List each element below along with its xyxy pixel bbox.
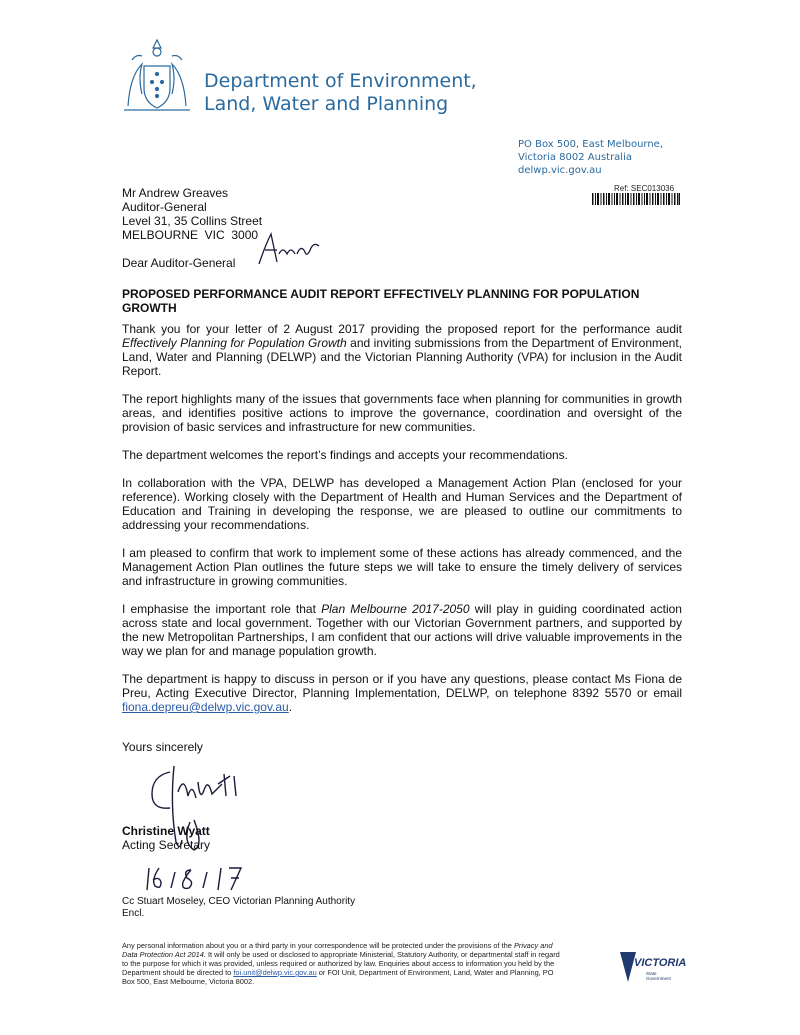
salutation: Dear Auditor-General [122,256,236,270]
address-line-2: Victoria 8002 Australia [518,152,632,163]
handwritten-initial [255,228,325,268]
department-address [518,138,663,177]
cc-block [122,896,355,920]
department-line-2: Land, Water and Planning [204,93,449,115]
subject-line: PROPOSED PERFORMANCE AUDIT REPORT EFFECTIVELY PLANNING FOR POPULATION GROWTH [122,287,640,315]
letter-body [122,322,682,728]
address-line-1: PO Box 500, East Melbourne, [518,139,664,150]
recipient-block [122,186,262,242]
paragraph-1: Thank you for your letter of 2 August 2017 providing the proposed report for the performance audit Effectively Planning for Population Growth and inviting submissions from the Department of Environment, Land, Water and Planning (DELWP) and the Victorian Planning Authority (VPA) for inclusion in the Audit Report. [122,322,683,378]
paragraph-2: The report highlights many of the issues that governments face when planning for communities in growth areas, and identifies positive actions to improve the governance, coordination and oversight of the provision of basic services and infrastructure for new communities. [122,392,682,434]
recipient-title: Auditor-General [122,200,207,214]
foi-email-link[interactable]: foi.unit@delwp.vic.gov.au [233,968,317,977]
victoria-wordmark: VICTORIA [634,957,687,969]
department-name [204,70,477,116]
privacy-footer: Any personal information about you or a third party in your correspondence will be protected under the provisions of the Privacy and Data Protection Act 2014. It will only be used or disclosed to appropriate Ministerial, Statutory Authority, or departmental staff in regard to the purpose for which it was provided, unless required or authorized by law. Enquiries about access to information you held by the Department should be directed to foi.unit@delwp.vic.gov.au or FOI Unit, Department of Environment, Land, Water and Planning, PO Box 500, East Melbourne, Victoria 8002. [122,941,560,986]
contact-email-link[interactable]: fiona.depreu@delwp.vic.gov.au [122,700,289,714]
paragraph-4: In collaboration with the VPA, DELWP has developed a Management Action Plan (enclosed for your reference). Working closely with the Department of Health and Human Services and the Department of Education and Training in developing the response, we are pleased to outline our commitments to addressing your recommendations. [122,476,682,532]
recipient-name: Mr Andrew Greaves [122,186,229,200]
recipient-address-2: MELBOURNE VIC 3000 [122,228,259,242]
closing: Yours sincerely [122,740,203,754]
paragraph-7: The department is happy to discuss in person or if you have any questions, please contact Ms Fiona de Preu, Acting Executive Director, Planning Implementation, DELWP, on telephone 8392 5570 or email fiona.depreu@delwp.vic.gov.au. [122,672,682,714]
signatory-title: Acting Secretary [122,838,211,852]
victoria-state-government-logo [618,950,688,990]
enclosure-line: Encl. [122,908,145,919]
paragraph-3: The department welcomes the report’s findings and accepts your recommendations. [122,448,569,462]
department-line-1: Department of Environment, [204,70,477,92]
coat-of-arms-icon [118,36,196,116]
handwritten-date [145,862,245,892]
victoria-sub-2: Government [646,976,671,981]
signatory-name: Christine Wyatt [122,824,210,838]
website: delwp.vic.gov.au [518,165,602,176]
paragraph-6: I emphasise the important role that Plan Melbourne 2017-2050 will play in guiding coordinated action across state and local government. Together with our Victorian Government partners, and supported by the new Metropolitan Partnerships, I am confident that our actions will drive valuable improvements in the way we plan for and manage population growth. [122,602,682,658]
cc-line: Cc Stuart Moseley, CEO Victorian Planning Authority [122,896,356,907]
privacy-act-title: Privacy and Data Protection Act 2014. [122,941,553,959]
plan-title: Plan Melbourne 2017-2050 [321,602,470,616]
report-title: Effectively Planning for Population Growth [122,336,347,350]
reference-number: Ref: SEC013036 [614,184,675,193]
barcode-icon [592,193,680,205]
victoria-sub-1: State [646,971,657,976]
paragraph-5: I am pleased to confirm that work to implement some of these actions has already commenced, and the Management Action Plan outlines the future steps we will take to ensure the timely delivery of services and infrastructure in growing communities. [122,546,682,588]
signatory-block [122,824,210,852]
recipient-address-1: Level 31, 35 Collins Street [122,214,263,228]
